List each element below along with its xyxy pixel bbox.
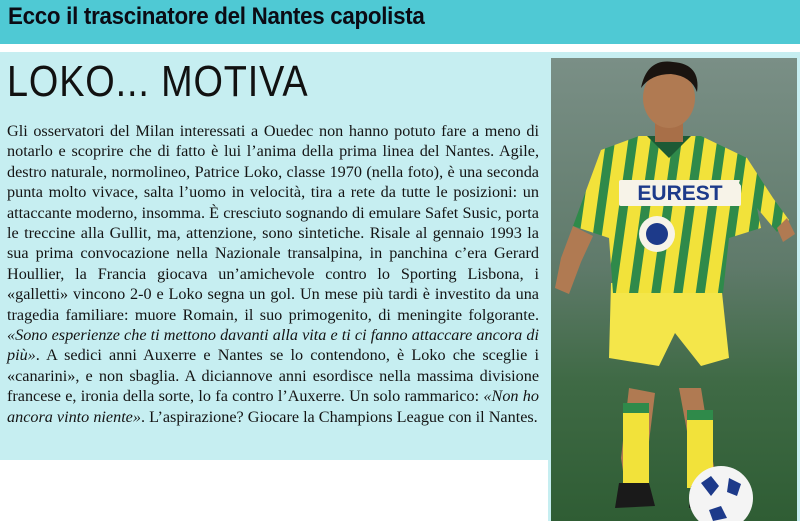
article-text-3: . L’aspirazione? Giocare la Champions League con il Nantes. (140, 407, 538, 426)
headline-banner (0, 0, 800, 44)
left-sock (623, 403, 649, 483)
page-margin (0, 460, 548, 521)
article-title: LOKO... MOTIVA (7, 57, 309, 106)
article-body (7, 121, 539, 427)
article-text-2: . A sedici anni Auxerre e Nantes se lo contendono, è Loko che sceglie i «canarini», e non sbaglia. A diciannove anni esordisce nella massima divisione francese e, ironia della sorte, lo fa contro l’Auxerre. Un solo rammarico: (7, 346, 539, 406)
left-boot (615, 483, 655, 508)
sponsor-text: EUREST (637, 182, 723, 205)
headline: Ecco il trascinatore del Nantes capolista (8, 3, 425, 30)
player-photo (551, 58, 797, 521)
article-quote-1: «Sono esperienze che ti mettono davanti alla vita e ti ci fanno attaccare ancora di più» (7, 326, 539, 365)
player-illustration (551, 58, 797, 521)
article-text-1: Gli osservatori del Milan interessati a Ouedec non hanno potuto fare a meno di notarlo e scoprire che di fatto è lui l’anima della prima linea del Nantes. Agile, destro naturale, normolineo, Patrice Loko, classe 1970 (nella foto), è una seconda punta molto vivace, salta l’uomo in velocità, tira a rete da tutte le posizioni: un attaccante moderno, insomma. È cresciuto sognando di emulare Safet Susic, porta le treccine alla Gullit, ma, attenzione, sono sintetiche. Risale al gennaio 1993 la sua prima convocazione nella Nazionale transalpina, in panchina c’era Gerard Houllier, la Francia giocava un’amichevole contro lo Sporting Lisbona, i «galletti» vincono 2-0 e Loko segna un gol. Un mese più tardi è investito da una tragedia familiare: muore Romain, il suo primogenito, di meningite folgorante. (7, 122, 539, 324)
article-quote-2: «Non ho ancora vinto niente» (7, 387, 539, 426)
